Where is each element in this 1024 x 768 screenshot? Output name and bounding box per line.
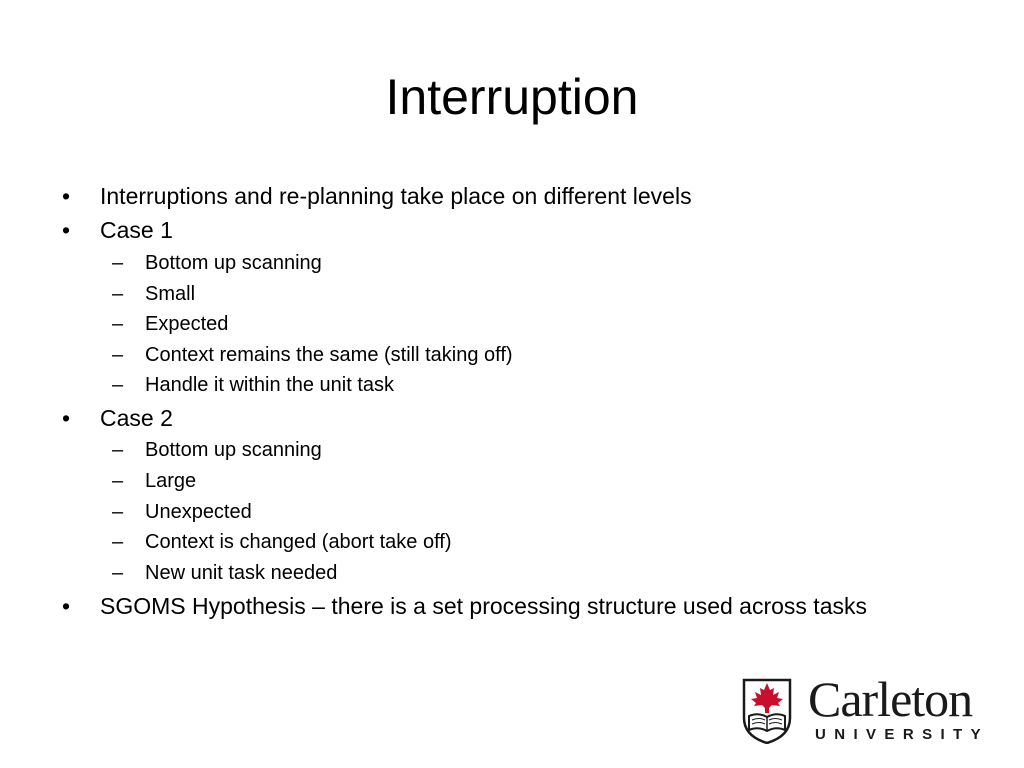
sub-bullet-text: Bottom up scanning bbox=[145, 439, 322, 461]
carleton-university-logo bbox=[742, 671, 1000, 746]
sub-bullet-text: Context is changed (abort take off) bbox=[145, 531, 452, 553]
dash-icon: – bbox=[112, 283, 124, 305]
sub-bullet-text: Handle it within the unit task bbox=[145, 374, 395, 396]
dash-icon: – bbox=[112, 562, 124, 584]
sub-bullet-text: New unit task needed bbox=[145, 562, 338, 584]
dash-icon: – bbox=[112, 531, 124, 553]
sub-bullet-text: Expected bbox=[145, 313, 229, 335]
bullet-text: Case 1 bbox=[100, 217, 173, 243]
sub-bullet-text: Unexpected bbox=[145, 501, 252, 523]
dash-icon: – bbox=[112, 470, 124, 492]
maple-leaf-book-crest-icon bbox=[742, 678, 792, 744]
bullet-text: Case 2 bbox=[100, 405, 173, 431]
bullet-text: SGOMS Hypothesis – there is a set processing structure used across tasks bbox=[100, 593, 867, 619]
dash-icon: – bbox=[112, 252, 124, 274]
sub-bullet-text: Context remains the same (still taking off) bbox=[145, 344, 513, 366]
slide-title: Interruption bbox=[385, 69, 639, 125]
sub-bullet-text: Small bbox=[145, 283, 196, 305]
bullet-dot-icon: • bbox=[62, 183, 71, 209]
dash-icon: – bbox=[112, 374, 124, 396]
dash-icon: – bbox=[112, 313, 124, 335]
bullet-text: Interruptions and re-planning take place on different levels bbox=[100, 183, 692, 209]
dash-icon: – bbox=[112, 439, 124, 461]
bullet-dot-icon: • bbox=[62, 405, 71, 431]
dash-icon: – bbox=[112, 344, 124, 366]
bullet-dot-icon: • bbox=[62, 593, 71, 619]
logo-wordmark: Carleton bbox=[808, 671, 973, 727]
dash-icon: – bbox=[112, 501, 124, 523]
logo-subword: UNIVERSITY bbox=[815, 726, 990, 743]
sub-bullet-text: Large bbox=[145, 470, 197, 492]
sub-bullet-text: Bottom up scanning bbox=[145, 252, 322, 274]
bullet-dot-icon: • bbox=[62, 217, 71, 243]
